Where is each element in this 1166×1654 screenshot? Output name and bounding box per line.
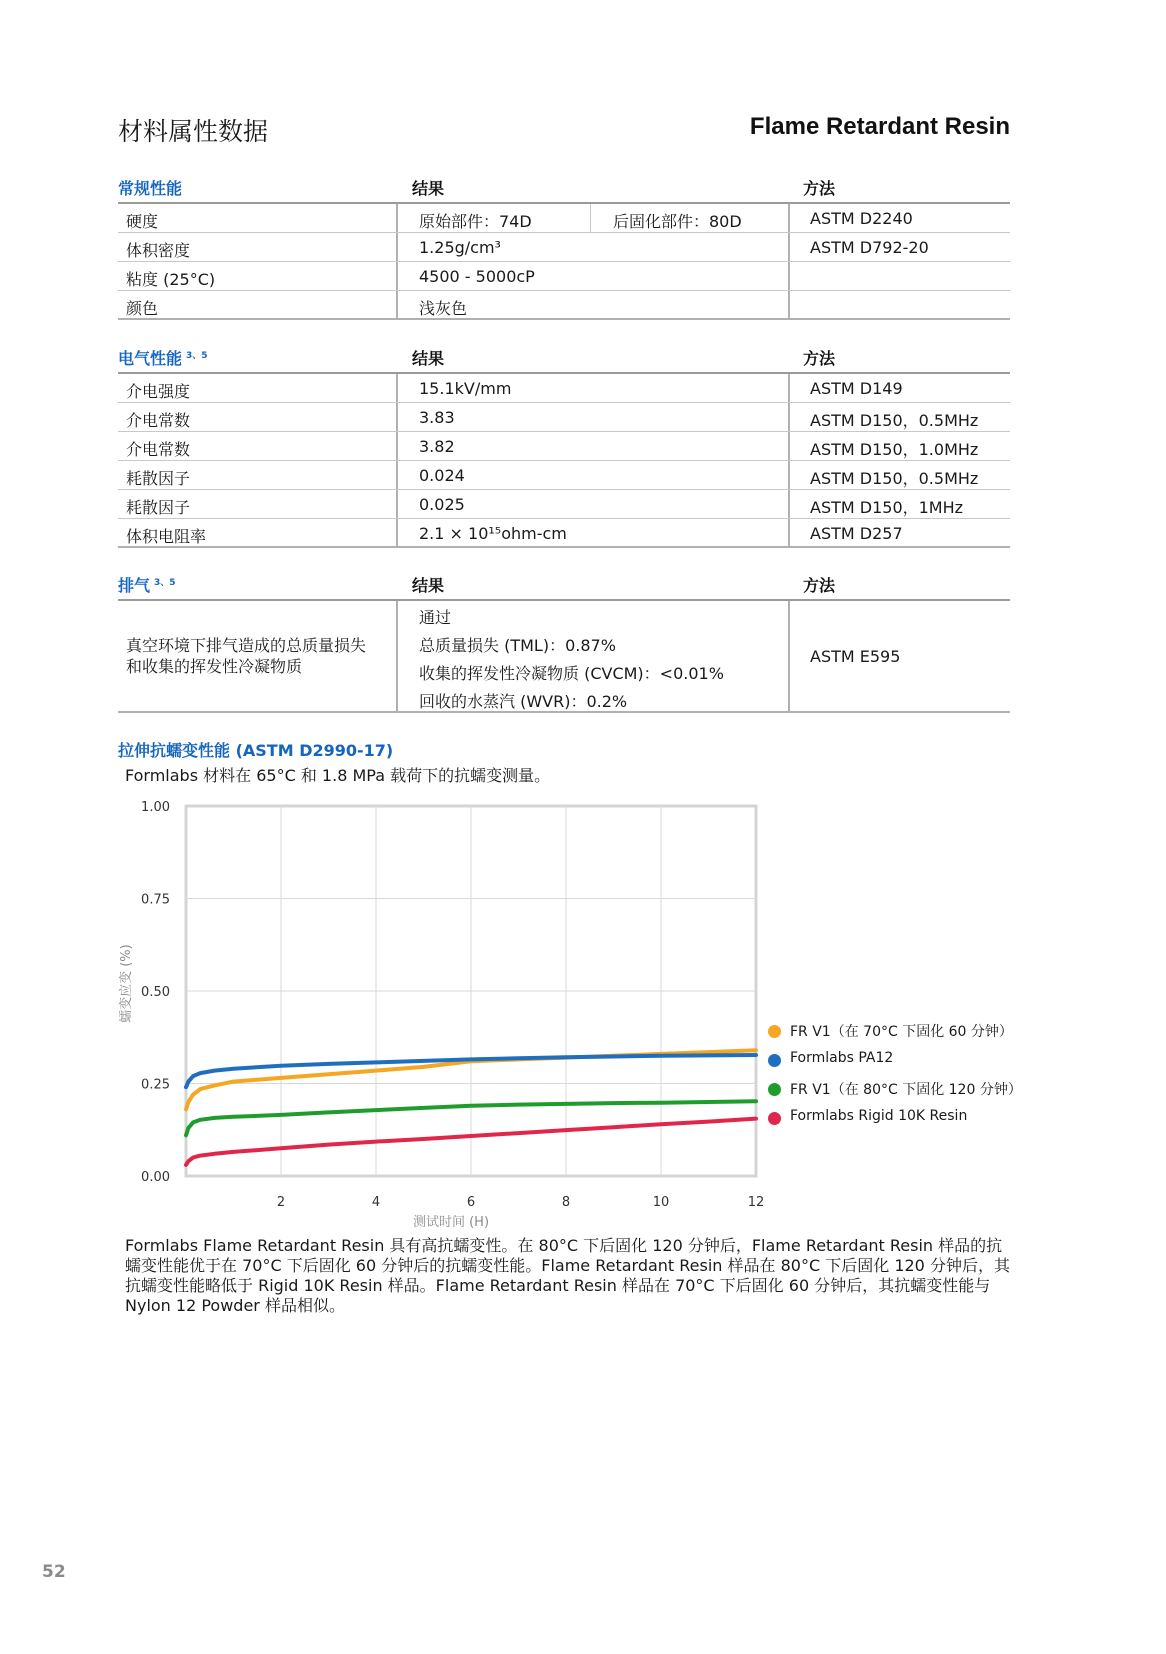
outgassing-method-header: 方法	[803, 576, 836, 595]
x-tick-label: 2	[276, 1195, 286, 1210]
result-value: 4500 - 5000cP	[419, 267, 535, 286]
y-tick-label: 1.00	[141, 800, 170, 815]
general-header	[118, 168, 1010, 204]
result-value: 原始部件：74D	[419, 212, 532, 231]
electrical-result-header: 结果	[412, 349, 445, 368]
electrical-properties-table	[118, 338, 1010, 548]
outgassing-header	[118, 565, 1010, 601]
x-axis-label: 测试时间 (H)	[412, 1215, 490, 1230]
result-value: 通过	[419, 608, 452, 627]
table-row	[118, 490, 1010, 519]
result-value: 回收的水蒸汽 (WVR)：0.2%	[419, 692, 628, 711]
x-tick-label: 6	[466, 1195, 476, 1210]
y-tick-label: 0.50	[141, 985, 170, 1000]
electrical-heading: 电气性能 $^{3、5}$	[118, 349, 208, 368]
result-value: 浅灰色	[419, 299, 468, 318]
result-value: 0.025	[419, 495, 465, 514]
result-value: 总质量损失 (TML)：0.87%	[419, 636, 616, 655]
creep-chart	[118, 792, 778, 1232]
creep-subtitle: Formlabs 材料在 65°C 和 1.8 MPa 载荷下的抗蠕变测量。	[125, 766, 551, 785]
legend-dot-icon	[768, 1112, 781, 1125]
property-label: 介电常数	[126, 411, 191, 430]
general-heading: 常规性能	[118, 179, 183, 198]
y-tick-label: 0.75	[141, 892, 170, 908]
property-label: 耗散因子	[126, 469, 191, 488]
property-label: 耗散因子	[126, 498, 191, 517]
result-value: 3.83	[419, 408, 455, 427]
legend-dot-icon	[768, 1054, 781, 1067]
property-label: 真空环境下排气造成的总质量损失和收集的挥发性冷凝物质	[126, 636, 367, 676]
outgassing-result-header: 结果	[412, 576, 445, 595]
result-value: 1.25g/cm³	[419, 238, 501, 257]
x-tick-label: 4	[371, 1195, 381, 1210]
property-label: 介电强度	[126, 382, 191, 401]
footnote-ref: 3、5	[186, 350, 208, 361]
legend-label: Formlabs PA12	[790, 1050, 894, 1066]
result-value: 2.1 × 10¹⁵ohm-cm	[419, 524, 567, 543]
table-row	[118, 262, 1010, 291]
outgassing-row	[118, 601, 1010, 713]
method-value: ASTM D2240	[810, 209, 913, 228]
legend-dot-icon	[768, 1083, 781, 1096]
footnote-ref: 3、5	[154, 577, 176, 588]
method-value: ASTM D257	[810, 524, 903, 543]
y-tick-label: 0.25	[141, 1077, 170, 1093]
table-row	[118, 204, 1010, 233]
y-axis-label: 蠕变应变 (%)	[119, 944, 134, 1023]
general-result-header: 结果	[412, 179, 445, 198]
outgassing-heading: 排气 $^{3、5}$	[118, 576, 176, 595]
method-value: ASTM D150，1MHz	[810, 498, 964, 517]
page-number: 52	[42, 1562, 66, 1582]
table-row	[118, 461, 1010, 490]
outgassing-table	[118, 565, 1010, 713]
method-value: ASTM D149	[810, 379, 903, 398]
table-row	[118, 291, 1010, 320]
legend-label: Formlabs Rigid 10K Resin	[790, 1108, 968, 1124]
table-row	[118, 432, 1010, 461]
property-label: 粘度 (25°C)	[126, 270, 216, 289]
creep-description: Formlabs Flame Retardant Resin 具有高抗蠕变性。在 80°C 下后固化 120 分钟后，Flame Retardant Resin 样品的抗蠕变性能优于在 70°C 下后固化 60 分钟后的抗蠕变性能。Flame Retardant Resin 样品在 80°C 下后固化 120 分钟后，其抗蠕变性能略低于 Rigid 10K Resin 样品。Flame Retardant Resin 样品在 70°C 下后固化 60 分钟后，其抗蠕变性能与 Nylon 12 Powder 样品相似。	[125, 1236, 1010, 1315]
method-value: ASTM D150，0.5MHz	[810, 411, 979, 430]
table-row	[118, 374, 1010, 403]
y-tick-label: 0.00	[141, 1170, 170, 1185]
legend-dot-icon	[768, 1025, 781, 1038]
table-row	[118, 519, 1010, 548]
method-value: ASTM E595	[810, 647, 901, 666]
result-value: 15.1kV/mm	[419, 379, 512, 398]
table-row	[118, 233, 1010, 262]
x-tick-label: 12	[747, 1195, 765, 1210]
method-value: ASTM D150，1.0MHz	[810, 440, 979, 459]
method-value: ASTM D150，0.5MHz	[810, 469, 979, 488]
x-tick-label: 8	[561, 1195, 571, 1210]
result-value: 后固化部件：80D	[613, 212, 742, 231]
property-label: 硬度	[126, 212, 159, 231]
property-label: 体积密度	[126, 241, 191, 260]
property-label: 体积电阻率	[126, 527, 207, 546]
general-properties-table	[118, 168, 1010, 320]
creep-section-title: 拉伸抗蠕变性能 (ASTM D2990-17)	[118, 741, 394, 760]
result-value: 3.82	[419, 437, 455, 456]
result-value: 收集的挥发性冷凝物质 (CVCM)：<0.01%	[419, 664, 724, 683]
property-label: 颜色	[126, 299, 159, 318]
table-row	[118, 403, 1010, 432]
property-label: 介电常数	[126, 440, 191, 459]
legend-label: FR V1（在 80°C 下固化 120 分钟）	[790, 1082, 1022, 1098]
electrical-header	[118, 338, 1010, 374]
general-method-header: 方法	[803, 179, 836, 198]
legend-label: FR V1（在 70°C 下固化 60 分钟）	[790, 1024, 1013, 1040]
electrical-method-header: 方法	[803, 349, 836, 368]
page-title: 材料属性数据	[118, 117, 269, 146]
x-tick-label: 10	[652, 1195, 670, 1210]
method-value: ASTM D792-20	[810, 238, 929, 257]
product-name: Flame Retardant Resin	[749, 113, 1010, 140]
result-value: 0.024	[419, 466, 465, 485]
